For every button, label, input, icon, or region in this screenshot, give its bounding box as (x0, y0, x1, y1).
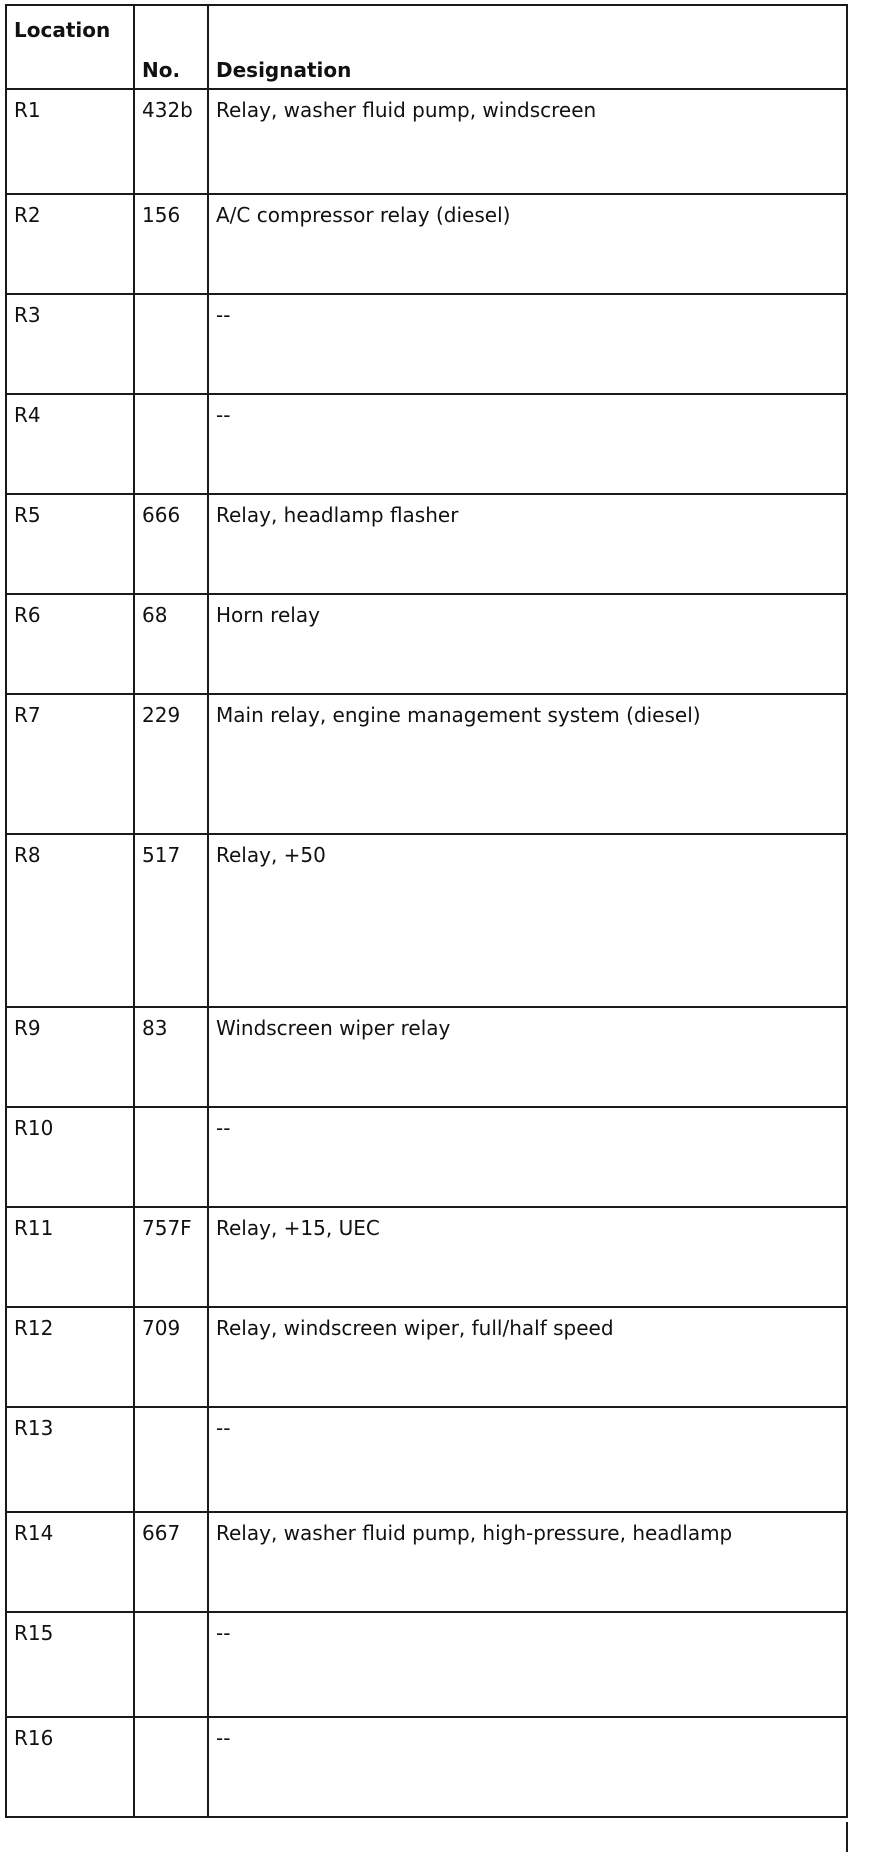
cell-location: R5 (6, 494, 134, 594)
cell-designation: Relay, +50 (208, 834, 847, 1007)
cell-no (134, 394, 208, 494)
table-row (6, 1207, 847, 1307)
cell-designation: Relay, +15, UEC (208, 1207, 847, 1307)
table-row (6, 194, 847, 294)
cell-no (134, 1717, 208, 1817)
table-row (6, 1107, 847, 1207)
cell-location: R8 (6, 834, 134, 1007)
cell-designation: Main relay, engine management system (diesel) (208, 694, 847, 834)
cell-no: 68 (134, 594, 208, 694)
cell-location: R4 (6, 394, 134, 494)
cell-location: R2 (6, 194, 134, 294)
cell-location: R15 (6, 1612, 134, 1717)
cell-location: R10 (6, 1107, 134, 1207)
cell-no: 709 (134, 1307, 208, 1407)
cell-no: 432b (134, 89, 208, 194)
scan-edge-mark (846, 1822, 848, 1852)
scan-edge-mark (846, 1568, 848, 1590)
table-row (6, 1717, 847, 1817)
column-header-no: No. (134, 5, 208, 89)
cell-location: R14 (6, 1512, 134, 1612)
cell-location: R7 (6, 694, 134, 834)
column-header-location: Location (6, 5, 134, 89)
relay-table (5, 4, 848, 1818)
table-row (6, 494, 847, 594)
cell-location: R12 (6, 1307, 134, 1407)
table-row (6, 294, 847, 394)
table-row (6, 1612, 847, 1717)
cell-no (134, 1407, 208, 1512)
cell-location: R9 (6, 1007, 134, 1107)
cell-no (134, 1612, 208, 1717)
cell-location: R16 (6, 1717, 134, 1817)
column-header-designation: Designation (208, 5, 847, 89)
cell-no: 757F (134, 1207, 208, 1307)
cell-designation: Relay, washer fluid pump, high-pressure, headlamp (208, 1512, 847, 1612)
cell-designation: -- (208, 1612, 847, 1717)
table-row (6, 834, 847, 1007)
table-row (6, 1512, 847, 1612)
cell-location: R11 (6, 1207, 134, 1307)
cell-designation: Relay, windscreen wiper, full/half speed (208, 1307, 847, 1407)
cell-no (134, 294, 208, 394)
cell-designation: A/C compressor relay (diesel) (208, 194, 847, 294)
cell-designation: -- (208, 294, 847, 394)
table-row (6, 594, 847, 694)
cell-no: 156 (134, 194, 208, 294)
table-row (6, 89, 847, 194)
table-row (6, 694, 847, 834)
cell-designation: Windscreen wiper relay (208, 1007, 847, 1107)
cell-no: 229 (134, 694, 208, 834)
cell-no: 83 (134, 1007, 208, 1107)
cell-designation: Relay, washer fluid pump, windscreen (208, 89, 847, 194)
cell-designation: Relay, headlamp flasher (208, 494, 847, 594)
cell-location: R6 (6, 594, 134, 694)
cell-designation: -- (208, 1407, 847, 1512)
cell-no: 517 (134, 834, 208, 1007)
cell-location: R13 (6, 1407, 134, 1512)
table-row (6, 1007, 847, 1107)
cell-designation: -- (208, 1717, 847, 1817)
table-row (6, 1307, 847, 1407)
table-header-row (6, 5, 847, 89)
table-row (6, 1407, 847, 1512)
cell-designation: Horn relay (208, 594, 847, 694)
cell-designation: -- (208, 1107, 847, 1207)
cell-location: R1 (6, 89, 134, 194)
cell-no: 666 (134, 494, 208, 594)
cell-no: 667 (134, 1512, 208, 1612)
table-row (6, 394, 847, 494)
cell-no (134, 1107, 208, 1207)
cell-designation: -- (208, 394, 847, 494)
cell-location: R3 (6, 294, 134, 394)
